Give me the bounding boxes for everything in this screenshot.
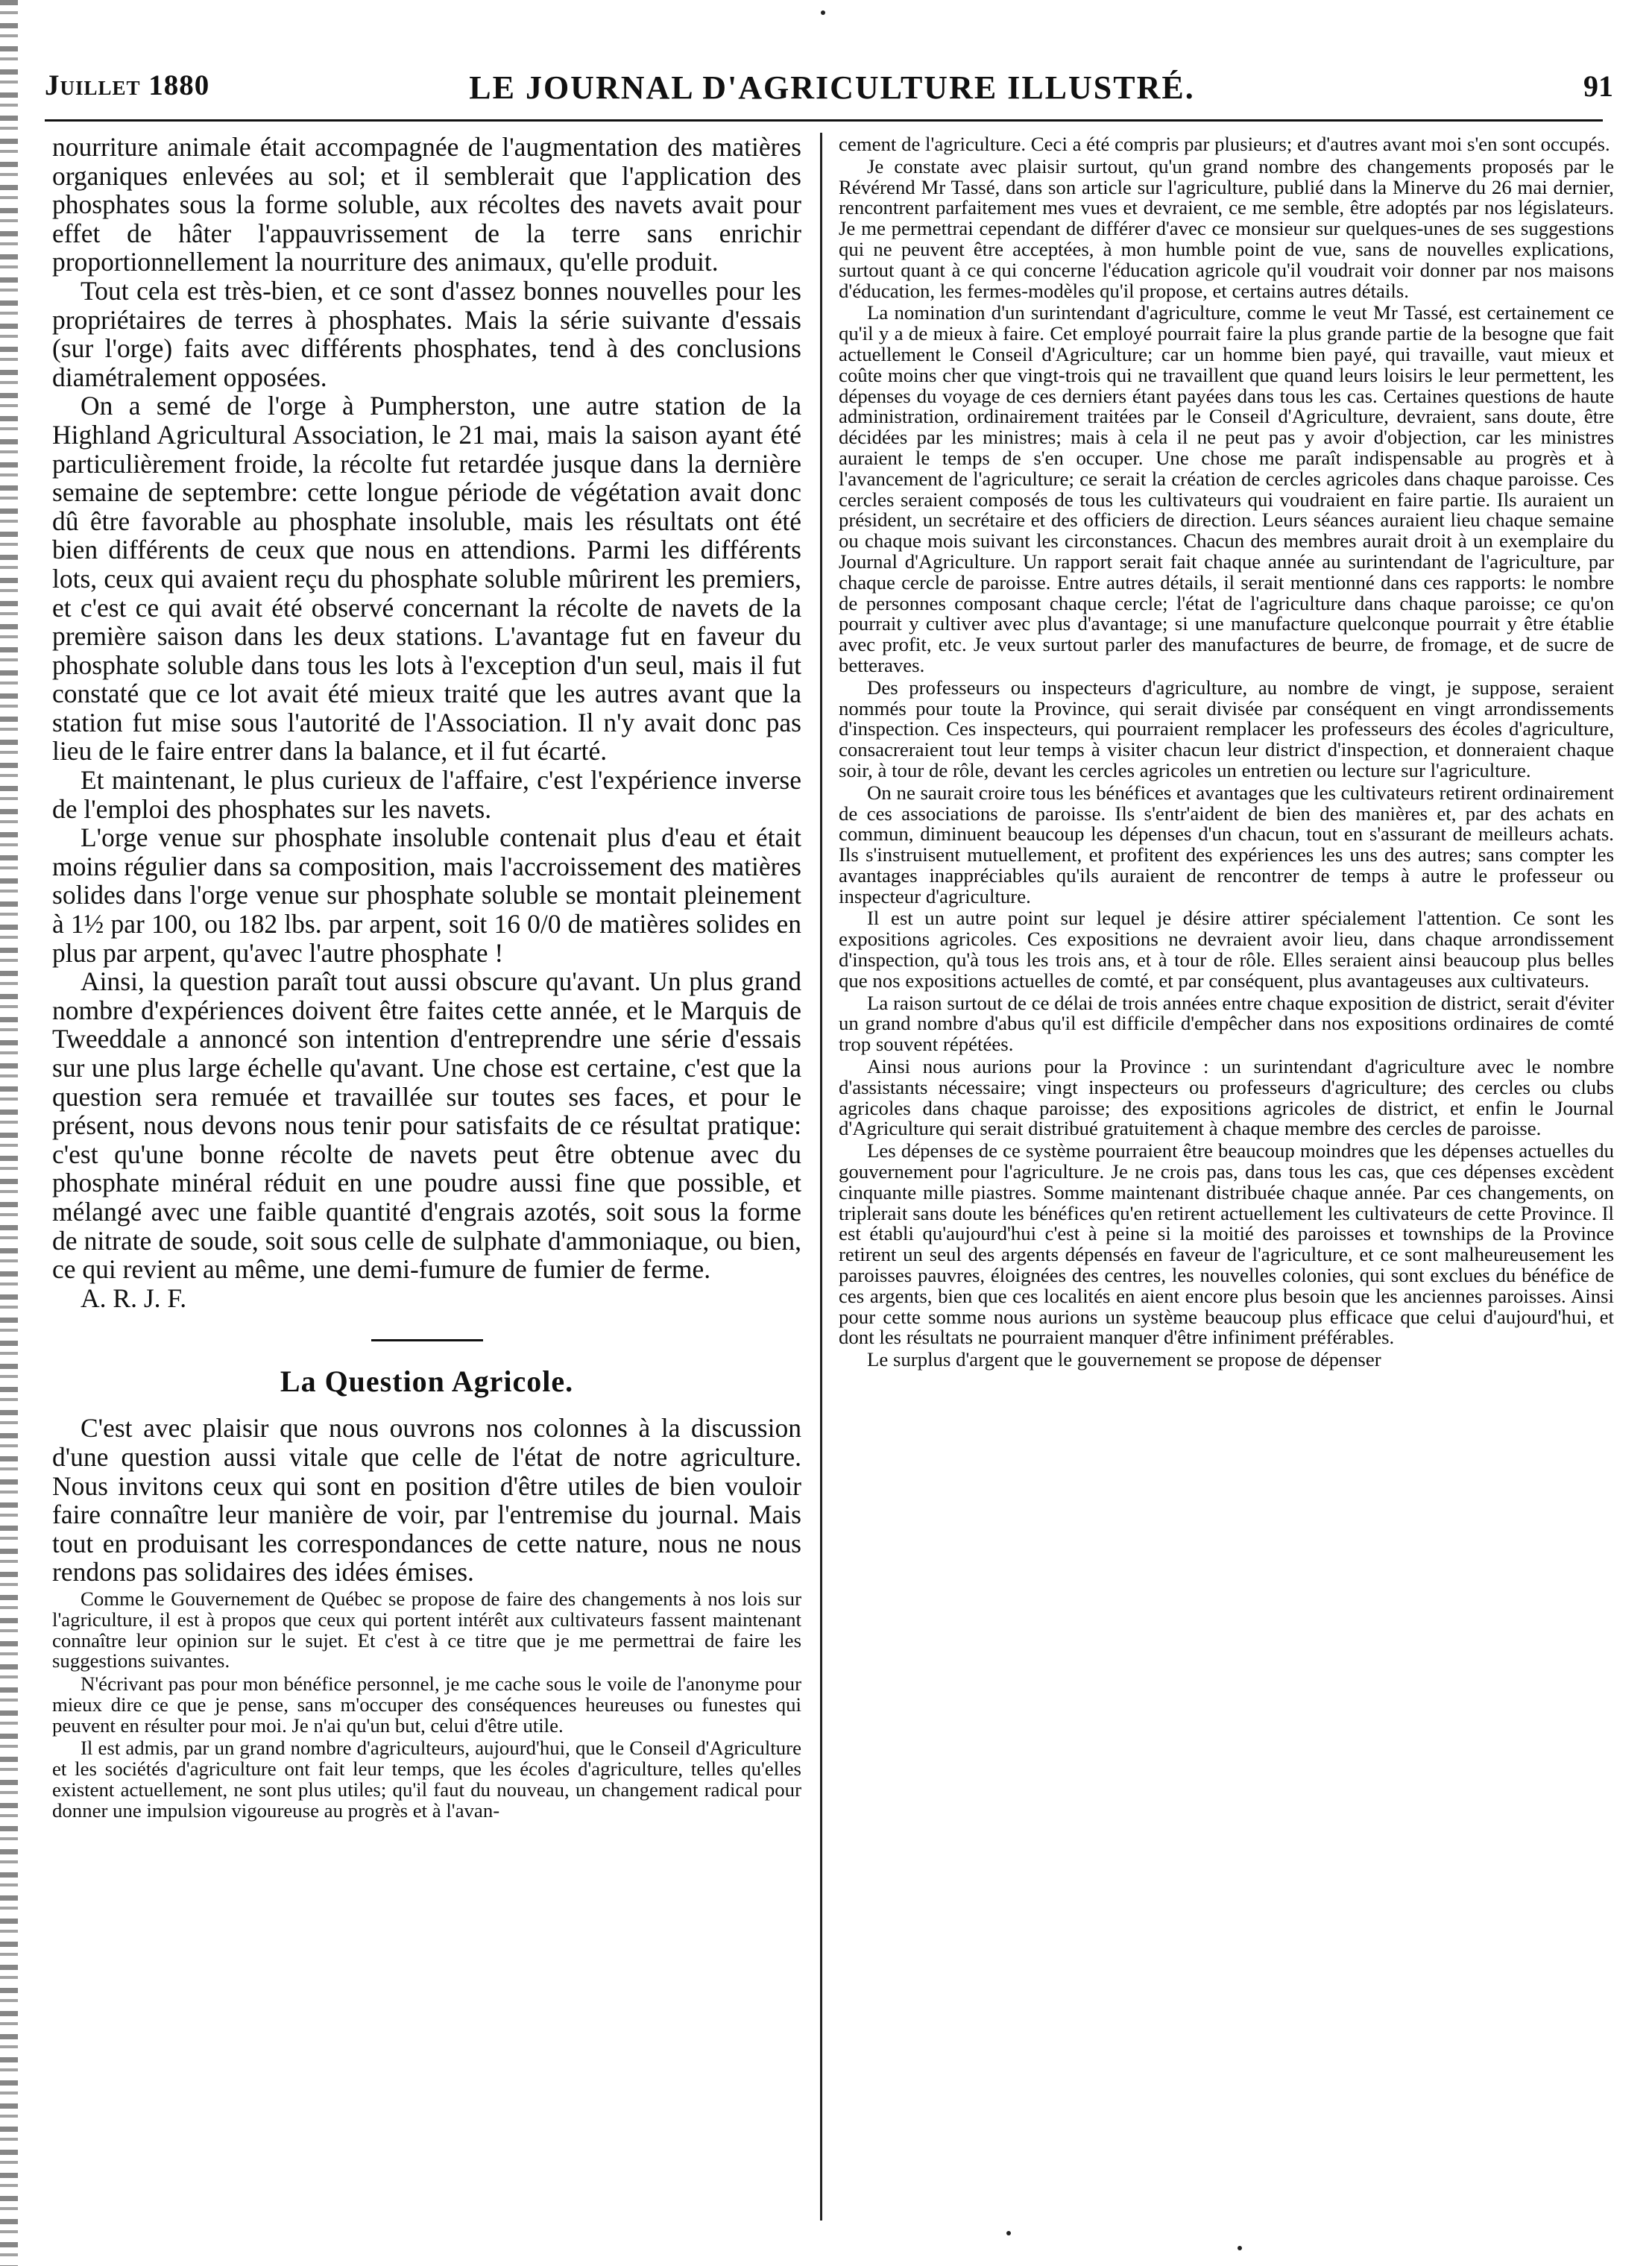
page-number: 91 [1583, 69, 1613, 103]
journal-title: LE JOURNAL D'AGRICULTURE ILLUSTRÉ. [469, 69, 1195, 106]
letter-paragraph: Ainsi nous aurions pour la Province : un surintendant d'agriculture avec le nombre d'assistants nécessaire; vingt inspecteurs ou professeurs d'agriculture; des cercles ou clubs agricoles dans chaque paroisse; des expositions agricoles de district, et enfin le Journal d'Agriculture qui serait distribué gratuitement à chaque membre des cercles de paroisse. [839, 1055, 1614, 1140]
section-separator [371, 1339, 483, 1341]
letter-paragraph: Il est un autre point sur lequel je désire attirer spécialement l'attention. Ce sont les expositions agricoles. Ces expositions ne devraient avoir lieu, dans chaque arrondissement d'inspection, qu'à tous les trois ans, et à tour de rôle. Elles seraient ainsi beaucoup plus belles que nos expositions actuelles de comté, et par conséquent, plus avantageuses aux cultivateurs. [839, 907, 1614, 992]
letter-paragraph: La raison surtout de ce délai de trois années entre chaque exposition de district, serait d'éviter un grand nombre d'abus qu'il est difficile d'empêcher dans nos expositions ordinaires de comté trop souvent répétées. [839, 991, 1614, 1056]
letter-paragraph: cement de l'agriculture. Ceci a été compris par plusieurs; et d'autres avant moi s'en sont occupés. [839, 133, 1610, 155]
left-column [52, 133, 801, 2235]
print-speck [821, 10, 825, 15]
article-paragraph: nourriture animale était accompagnée de l'augmentation des matières organiques enlevées au sol; et il semblerait que l'application des phosphates sous la forme soluble, aux récoltes des navets avait pour effet de hâter l'appauvrissement de la terre sans enrichir proportionnellement la nourriture des animaux, qu'elle produit. [52, 133, 801, 277]
column-divider [820, 133, 822, 2221]
issue-date: Juillet 1880 [45, 69, 210, 101]
page-header [42, 69, 1622, 115]
letter-paragraph: Des professeurs ou inspecteurs d'agriculture, au nombre de vingt, je suppose, seraient nommés pour toute la Province, qui serait divisée par conséquent en vingt arrondissements d'inspection. Ces inspecteurs, qui pourraient remplacer les professeurs des écoles d'agriculture, consacreraient tout leur temps à visiter chacun leur district d'inspection, et donneraient chaque soir, à tour de rôle, devant les cercles agricoles un entretien ou lecture sur l'agriculture. [839, 676, 1614, 781]
article-paragraph: Et maintenant, le plus curieux de l'affaire, c'est l'expérience inverse de l'emploi des phosphates sur les navets. [52, 765, 801, 824]
letter-paragraph: Les dépenses de ce système pourraient être beaucoup moindres que les dépenses actuelles du gouvernement pour l'agriculture. Je ne crois pas, dans tous les cas, que ces dépenses excèdent cinquante mille piastres. Somme maintenant distribuée chaque année. Par ces changements, on triplerait sans doute les bénéfices qu'en retirent actuellement les cultivateurs de cette Province. Il est établi qu'aujourd'hui c'est à peine si la moitié des paroisses et townships de la Province retirent un seul des argents dépensés en faveur de l'agriculture, et ce sont malheureusement les paroisses pauvres, éloignées des centres, les nouvelles colonies, qui sont exclues du bénéfice de ces argents, bien que ces localités en aient encore plus besoin que les anciennes paroisses. Ainsi pour cette somme nous aurions un système beaucoup plus efficace que celui d'aujourd'hui, et dont les résultats ne pourraient manquer d'être infiniment préférables. [839, 1139, 1614, 1349]
section-heading: La Question Agricole. [280, 1365, 574, 1399]
header-rule [45, 119, 1603, 122]
article-paragraph: L'orge venue sur phosphate insoluble contenait plus d'eau et était moins régulier dans sa composition, mais l'accroissement des matières solides dans l'orge venue sur phosphate soluble se montait pleinement à 1½ par 100, ou 182 lbs. par arpent, soit 16 0/0 de matières solides en plus par arpent, qu'avec l'autre phosphate ! [52, 822, 801, 968]
right-column [839, 133, 1614, 2235]
letter-paragraph: Le surplus d'argent que le gouvernement se propose de dépenser [867, 1348, 1381, 1371]
print-speck [1238, 2246, 1242, 2250]
letter-paragraph: On ne saurait croire tous les bénéfices et avantages que les cultivateurs retirent ordinairement de ces associations de paroisse. Ils s'entr'aident de bien des manières et, par des achats en commun, diminuent beaucoup les dépenses d'un chacun, tout en s'assurant de meilleurs achats. Ils s'instruisent mutuellement, et profitent des expériences les uns des autres; sans compter les avantages inappréciables qu'ils auraient de rencontrer de temps à autre le professeur ou inspecteur d'agriculture. [839, 781, 1614, 907]
article-paragraph: Tout cela est très-bien, et ce sont d'assez bonnes nouvelles pour les propriétaires de terres à phosphates. Mais la série suivante d'essais (sur l'orge) faits avec différents phosphates, tend à des conclusions diamétralement opposées. [52, 275, 801, 392]
letter-paragraph: Comme le Gouvernement de Québec se propose de faire des changements à nos lois sur l'agriculture, il est à propos que ceux qui portent intérêt aux cultivateurs fassent maintenant connaître leur opinion sur le sujet. Et c'est à ce titre que je me permettrai de faire les suggestions suivantes. [52, 1587, 801, 1672]
editorial-intro: C'est avec plaisir que nous ouvrons nos colonnes à la discussion d'une question aussi vitale que celle de l'état de notre agriculture. Nous invitons ceux qui sont en position d'être utiles de bien vouloir faire connaître leur manière de voir, par l'entremise du journal. Mais tout en produisant les correspondances de cette nature, nous ne nous rendons pas solidaires des idées émises. [52, 1413, 801, 1587]
article-paragraph: On a semé de l'orge à Pumpherston, une autre station de la Highland Agricultural Association, le 21 mai, mais la saison ayant été particulièrement froide, la récolte fut retardée jusque dans la dernière semaine de septembre: cette longue période de végétation avait donc dû être favorable au phosphate insoluble, mais les résultats ont été bien différents de ceux que nous en attendions. Parmi les différents lots, ceux qui avaient reçu du phosphate soluble mûrirent les premiers, et c'est ce qui avait été observé concernant la récolte de navets de la première saison dans les deux stations. L'avantage fut en faveur du phosphate soluble dans tous les lots à l'exception d'un seul, mais il fut constaté que ce lot avait été mieux traité que les autres avant que la station fut mise sous l'autorité de l'Association. Il n'y avait donc pas lieu de le faire entrer dans la balance, et il fut écarté. [52, 391, 801, 767]
author-signature: A. R. J. F. [81, 1283, 187, 1313]
binding-edge-scan [0, 0, 18, 2266]
letter-paragraph: N'écrivant pas pour mon bénéfice personnel, je me cache sous le voile de l'anonyme pour mieux dire ce que je pense, sans m'occuper des conséquences heureuses ou funestes qui peuvent en résulter pour moi. Je n'ai qu'un but, celui d'être utile. [52, 1672, 801, 1737]
letter-paragraph: La nomination d'un surintendant d'agriculture, comme le veut Mr Tassé, est certainement ce qu'il y a de mieux à faire. Cet employé pourrait faire la plus grande partie de la besogne que fait actuellement le Conseil d'Agriculture; car un homme bien payé, qui travaille, vaut mieux et coûte moins cher que vingt-trois qui ne travaillent que quand leurs loisirs le leur permettent, les dépenses du voyage de ces derniers étant payées dans tous les cas. Certaines questions de haute administration, ordinairement traitées par le Conseil d'Agriculture, devraient, sans doute, être décidées par les ministres; mais à cela il ne peut pas y avoir d'objection, car les ministres auraient le temps de s'en occuper. Une chose me paraît indispensable au progrès et à l'avancement de l'agriculture; ce serait la création de cercles agricoles dans chaque paroisse. Ces cercles seraient composés de tous les cultivateurs qui voudraient en faire partie. Ils auraient un président, un secrétaire et des officiers de direction. Leurs séances auraient lieu chaque semaine ou chaque mois suivant les circonstances. Chacun des membres aurait droit à un exemplaire du Journal d'Agriculture. Un rapport serait fait chaque année au surintendant de l'agriculture, par chaque cercle de paroisse. Entre autres détails, il serait mentionné dans ces rapports: le nombre de personnes composant chaque cercle; l'état de l'agriculture dans chaque paroisse; ce qu'on pourrait y cultiver avec plus d'avantage; si une manufacture quelconque pourrait y être établie avec profit, etc. Je veux surtout parler des manufactures de beurre, de fromage, et de sucre de betteraves. [839, 301, 1614, 676]
letter-paragraph: Je constate avec plaisir surtout, qu'un grand nombre des changements proposés par le Révérend Mr Tassé, dans son article sur l'agriculture, publié dans la Minerve du 26 mai dernier, rencontrent parfaitement mes vues et devraient, ce me semble, être adoptés par nos législateurs. Je me permettrai cependant de différer d'avec ce monsieur sur quelques-unes de ses suggestions qui ne peuvent être acceptées, à mon humble point de vue, sans de nouvelles explications, surtout quant à ce qui concerne l'éducation agricole qu'il voudrait voir donner par nos maisons d'éducation, les fermes-modèles qu'il propose, et certains autres détails. [839, 154, 1614, 302]
letter-paragraph: Il est admis, par un grand nombre d'agriculteurs, aujourd'hui, que le Conseil d'Agriculture et les sociétés d'agriculture ont fait leur temps, que les écoles d'agriculture, telles qu'elles existent actuellement, ne sont plus utiles; qu'il faut du nouveau, un changement radical pour donner une impulsion vigoureuse au progrès et à l'avan- [52, 1737, 801, 1822]
article-paragraph: Ainsi, la question paraît tout aussi obscure qu'avant. Un plus grand nombre d'expériences doivent être faites cette année, et le Marquis de Tweeddale a annoncé son intention d'entreprendre une série d'essais sur une plus large échelle qu'avant. Une chose est certaine, c'est que la question sera remuée et travaillée sur toutes ses faces, et pour le présent, nous devons nous tenir pour satisfaits de ce résultat pratique: c'est qu'une bonne récolte de navets peut être obtenue avec du phosphate minéral réduit en une poudre aussi fine que possible, et mélangé avec une faible quantité d'engrais azotés, soit sous la forme de nitrate de soude, soit sous celle de sulphate d'ammoniaque, ou bien, ce qui revient au même, une demi-fumure de fumier de ferme. [52, 966, 801, 1285]
